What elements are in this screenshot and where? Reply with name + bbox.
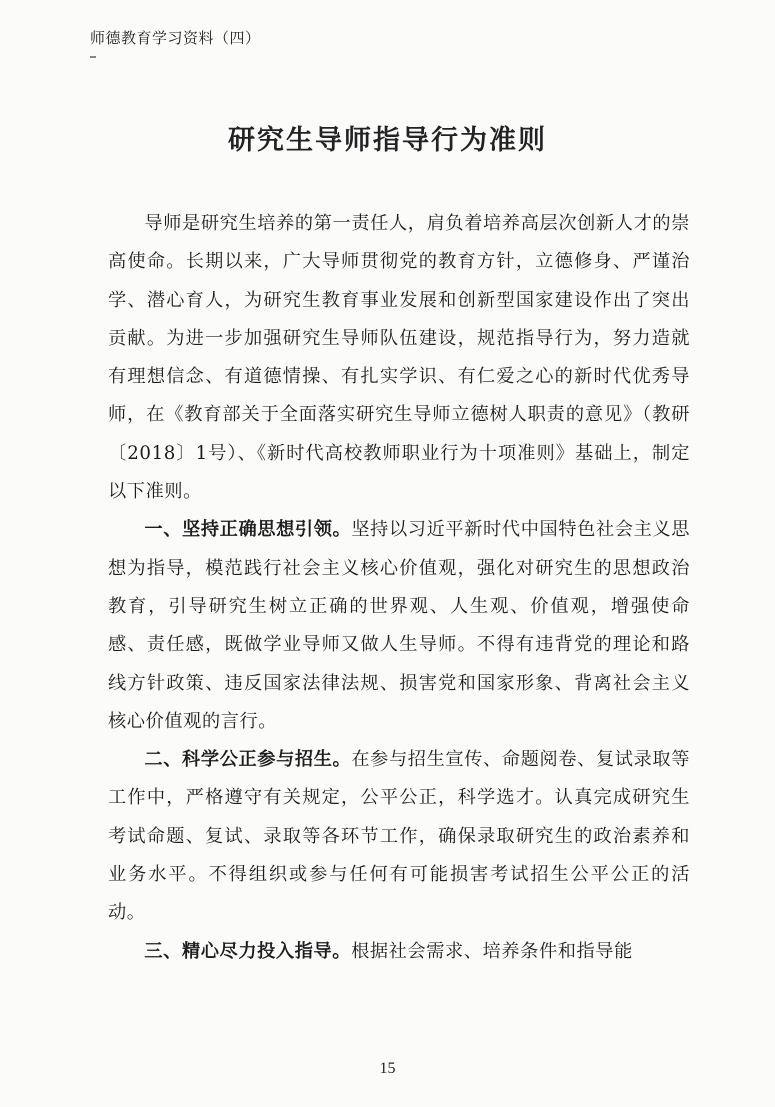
document-title: 研究生导师指导行为准则 [228, 125, 547, 156]
page-number: 15 [379, 1060, 396, 1077]
intro-paragraph: 导师是研究生培养的第一责任人，肩负着培养高层次创新人才的崇高使命。长期以来，广大导师贯彻党的教育方针，立德修身、严谨治学、潜心育人，为研究生教育事业发展和创新型国家建设作出了突出贡献。为进一步加强研究生导师队伍建设，规范指导行为，努力造就有理想信念、有道德情操、有扎实学识、有仁爱之心的新时代优秀导师，在《教育部关于全面落实研究生导师立德树人职责的意见》（教研〔2018〕1号）、《新时代高校教师职业行为十项准则》基础上，制定以下准则。 [108, 213, 690, 503]
section-heading-2: 二、科学公正参与招生。 [144, 749, 352, 771]
section-text-1: 坚持以习近平新时代中国特色社会主义思想为指导，模范践行社会主义核心价值观，强化对研究生的思想政治教育，引导研究生树立正确的世界观、人生观、价值观，增强使命感、责任感，既做学业导师又做人生导师。不得有违背党的理论和路线方针政策、违反国家法律法规、损害党和国家形象、背离社会主义核心价值观的言行。 [108, 519, 690, 732]
header-mark [90, 56, 96, 58]
section-paragraph-1 [108, 511, 690, 741]
section-text-2: 在参与招生宣传、命题阅卷、复试录取等工作中，严格遵守有关规定，公平公正，科学选才。认真完成研究生考试命题、复试、录取等各环节工作，确保录取研究生的政治素养和业务水平。不得组织或参与任何有可能损害考试招生公平公正的活动。 [108, 749, 690, 924]
section-text-3: 根据社会需求、培养条件和指导能 [351, 940, 633, 962]
running-header: 师德教育学习资料（四） [90, 29, 261, 47]
document-body [108, 205, 690, 971]
section-heading-3: 三、精心尽力投入指导。 [144, 940, 352, 962]
section-paragraph-3 [108, 933, 690, 971]
section-heading-1: 一、坚持正确思想引领。 [144, 519, 352, 541]
section-paragraph-2 [108, 741, 690, 932]
